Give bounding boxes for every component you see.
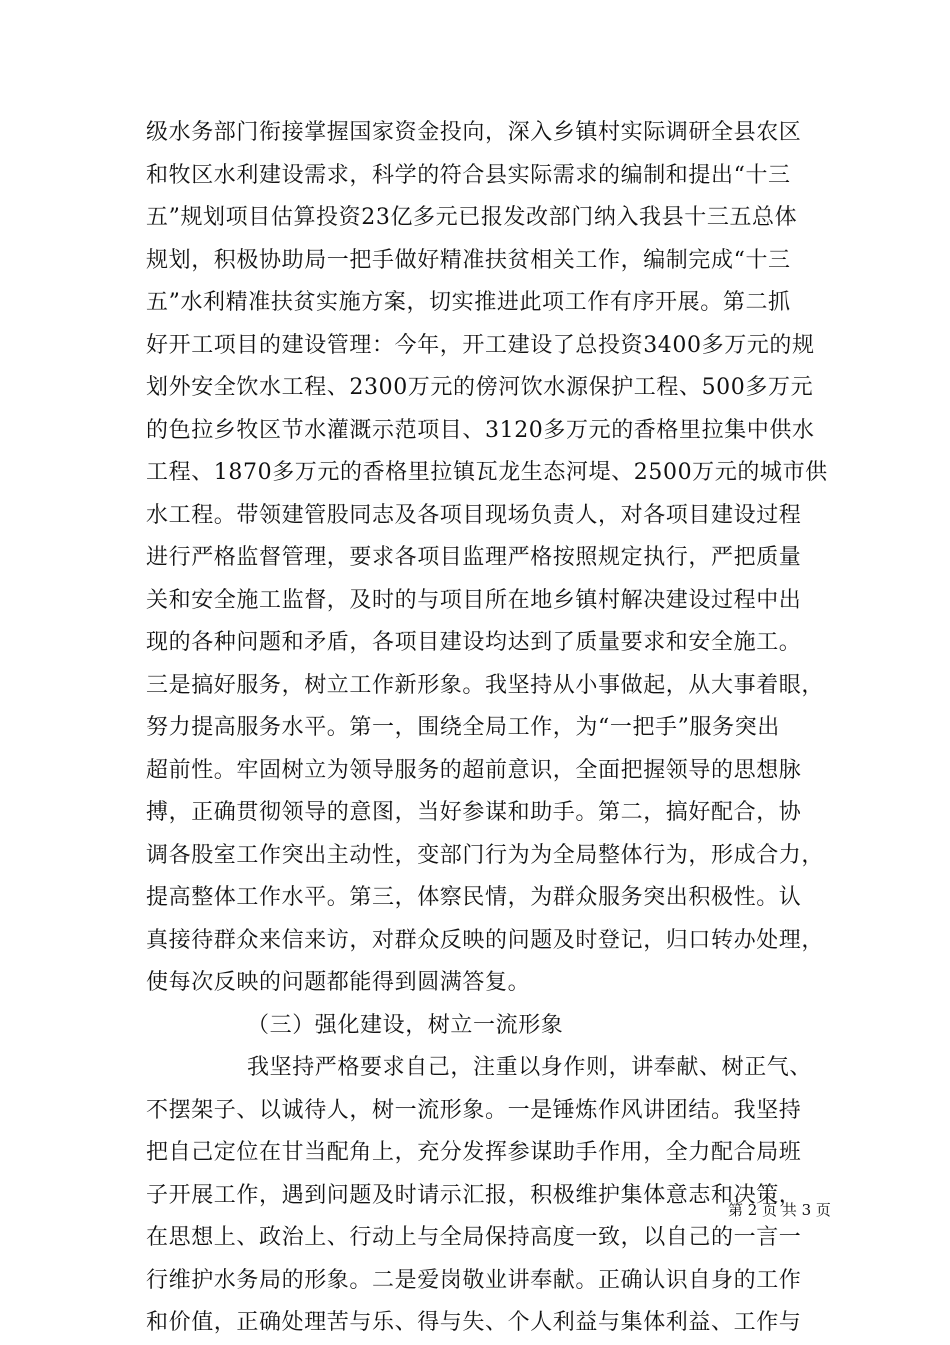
text-line: 的色拉乡牧区节水灌溉示范项目、3120多万元的香格里拉集中供水 — [146, 417, 815, 443]
text-line: 把自己定位在甘当配角上，充分发挥参谋助手作用，全力配合局班 — [146, 1140, 802, 1165]
text-line: 三是搞好服务，树立工作新形象。我坚持从小事做起，从大事着眼， — [146, 672, 825, 698]
text-line: 五”规划项目估算投资23亿多元已报发改部门纳入我县十三五总体 — [146, 205, 798, 230]
text-line: 和价值，正确处理苦与乐、得与失、个人利益与集体利益、工作与 — [146, 1310, 802, 1335]
text-line: 超前性。牢固树立为领导服务的超前意识，全面把握领导的思想脉 — [146, 757, 802, 783]
text-line: 和牧区水利建设需求，科学的符合县实际需求的编制和提出“十三 — [146, 162, 791, 188]
text-line: 规划，积极协助局一把手做好精准扶贫相关工作，编制完成“十三 — [146, 247, 791, 273]
text-line: 五”水利精准扶贫实施方案，切实推进此项工作有序开展。第二抓 — [146, 290, 791, 315]
text-line: 努力提高服务水平。第一，围绕全局工作，为“一把手”服务突出 — [146, 715, 780, 740]
paragraph-first-line: 我坚持严格要求自己，注重以身作则，讲奉献、树正气、 — [247, 1055, 813, 1080]
page-number-footer: 第 2 页 共 3 页 — [728, 1201, 831, 1219]
section-heading: （三）强化建设，树立一流形象 — [247, 1012, 564, 1038]
text-line: 真接待群众来信来访，对群众反映的问题及时登记，归口转办处理， — [146, 927, 825, 953]
text-line: 水工程。带领建管股同志及各项目现场负责人，对各项目建设过程 — [146, 502, 802, 528]
text-line: 划外安全饮水工程、2300万元的傍河饮水源保护工程、500多万元 — [146, 375, 814, 400]
text-line: 进行严格监督管理，要求各项目监理严格按照规定执行，严把质量 — [146, 545, 802, 570]
text-line: 级水务部门衔接掌握国家资金投向，深入乡镇村实际调研全县农区 — [146, 120, 802, 145]
text-line: 现的各种问题和矛盾，各项目建设均达到了质量要求和安全施工。 — [146, 630, 802, 655]
body-text — [146, 112, 836, 1345]
text-line: 使每次反映的问题都能得到圆满答复。 — [146, 970, 531, 995]
text-line: 子开展工作，遇到问题及时请示汇报，积极维护集体意志和决策， — [146, 1182, 802, 1208]
text-line: 行维护水务局的形象。二是爱岗敬业讲奉献。正确认识自身的工作 — [146, 1267, 802, 1293]
text-line: 好开工项目的建设管理：今年，开工建设了总投资3400多万元的规 — [146, 332, 815, 358]
text-line: 提高整体工作水平。第三，体察民情，为群众服务突出积极性。认 — [146, 885, 802, 910]
text-line: 关和安全施工监督，及时的与项目所在地乡镇村解决建设过程中出 — [146, 587, 802, 613]
text-line: 不摆架子、以诚待人，树一流形象。一是锤炼作风讲团结。我坚持 — [146, 1097, 802, 1123]
text-line: 工程、1870多万元的香格里拉镇瓦龙生态河堤、2500万元的城市供 — [146, 460, 828, 485]
text-line: 搏，正确贯彻领导的意图，当好参谋和助手。第二，搞好配合，协 — [146, 800, 802, 825]
text-line: 在思想上、政治上、行动上与全局保持高度一致，以自己的一言一 — [146, 1225, 802, 1250]
text-line: 调各股室工作突出主动性，变部门行为为全局整体行为，形成合力， — [146, 842, 825, 868]
